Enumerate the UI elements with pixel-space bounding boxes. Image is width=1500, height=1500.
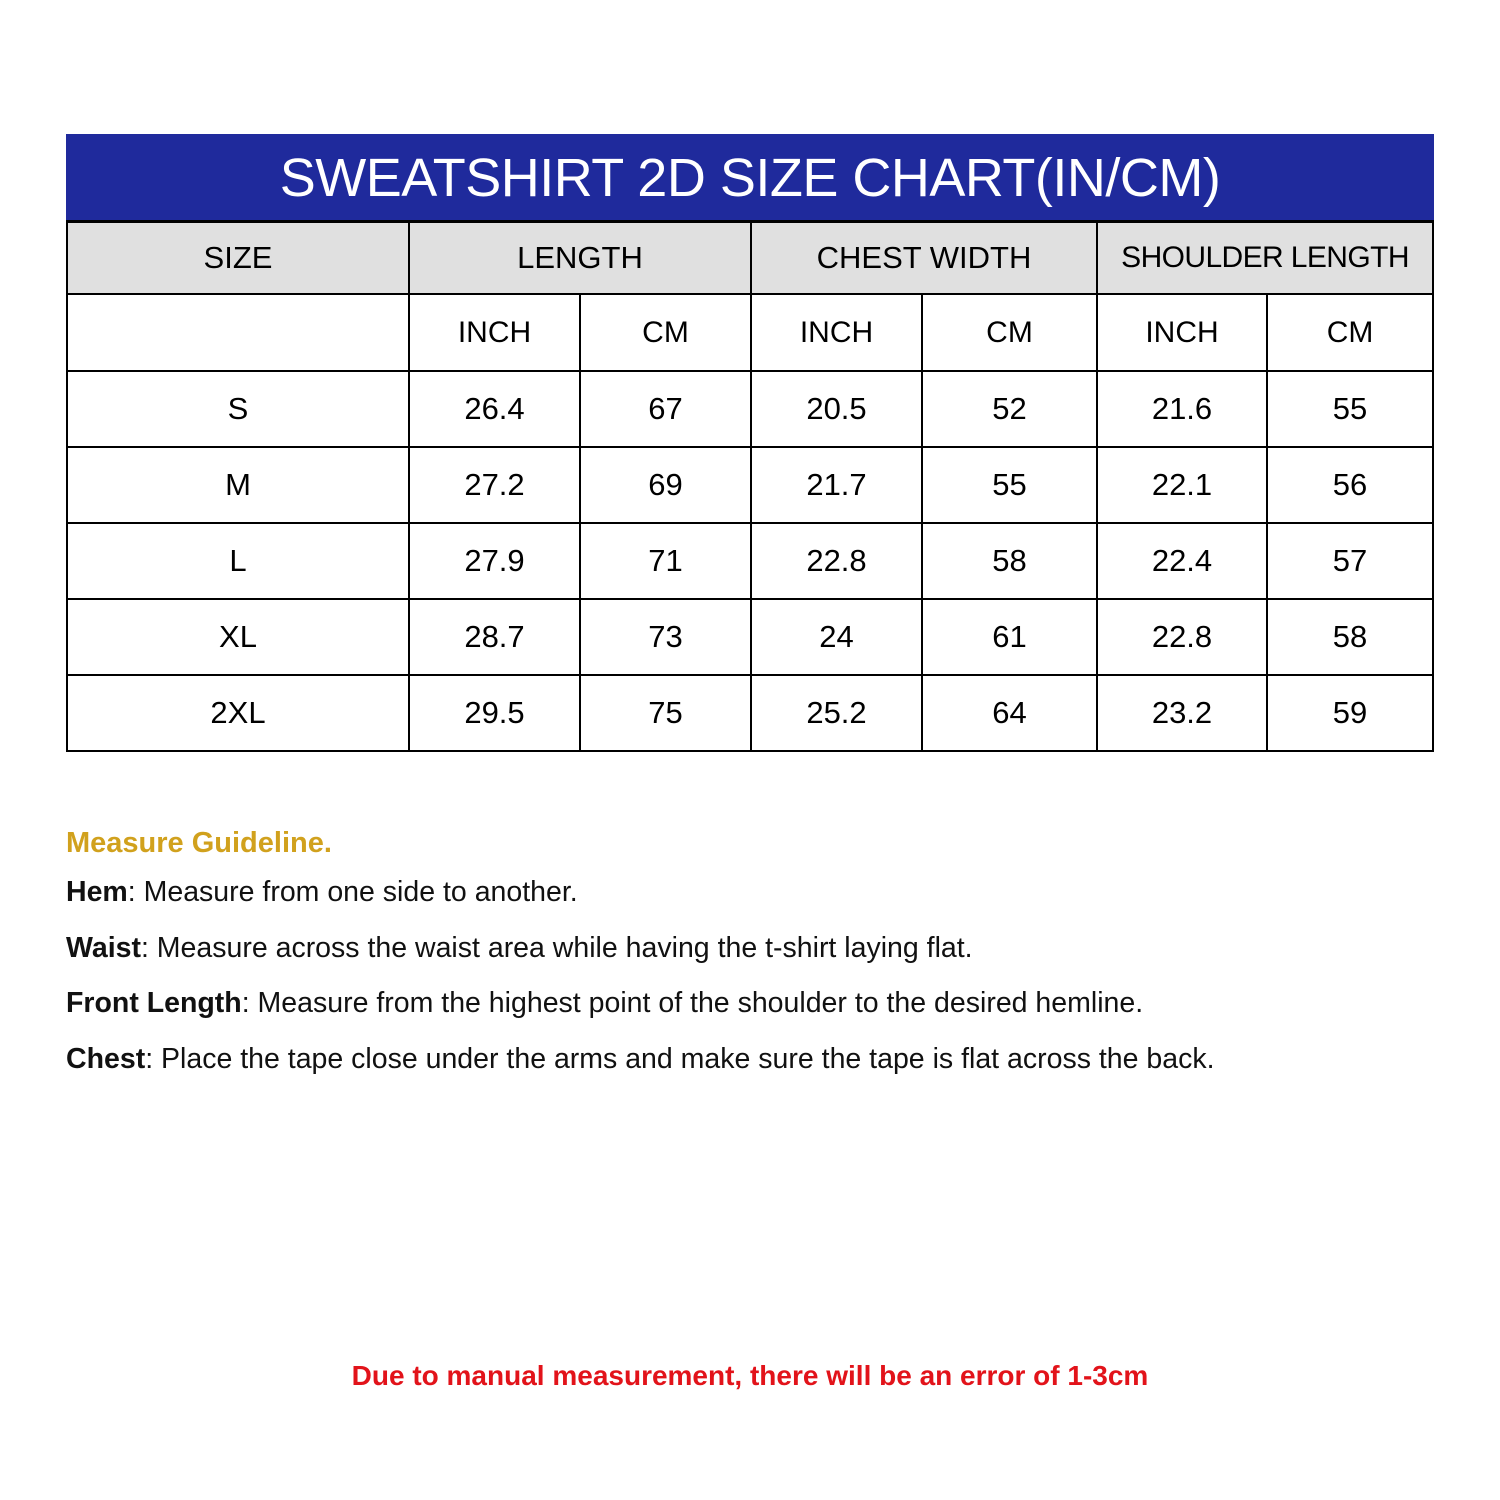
unit-header-chest-cm: CM xyxy=(922,294,1097,371)
size-chart-container xyxy=(66,134,1432,752)
chest-cm: 64 xyxy=(922,675,1097,751)
header-chest-width: CHEST WIDTH xyxy=(751,222,1097,295)
guideline-term-chest: Chest xyxy=(66,1043,146,1076)
shoulder-inch: 22.8 xyxy=(1097,599,1267,675)
guideline-item-chest xyxy=(66,1043,1446,1076)
shoulder-inch: 22.4 xyxy=(1097,523,1267,599)
unit-header-length-inch: INCH xyxy=(409,294,580,371)
table-row xyxy=(67,371,1433,447)
unit-header-length-cm: CM xyxy=(580,294,751,371)
chest-inch: 20.5 xyxy=(751,371,922,447)
header-shoulder-length: SHOULDER LENGTH xyxy=(1097,222,1433,295)
length-cm: 69 xyxy=(580,447,751,523)
table-title-row xyxy=(67,135,1433,222)
chest-inch: 25.2 xyxy=(751,675,922,751)
header-length: LENGTH xyxy=(409,222,751,295)
length-cm: 67 xyxy=(580,371,751,447)
guideline-heading: Measure Guideline. xyxy=(66,827,332,859)
length-inch: 29.5 xyxy=(409,675,580,751)
guideline-text-waist: : Measure across the waist area while having the t-shirt laying flat. xyxy=(140,931,973,964)
length-inch: 26.4 xyxy=(409,371,580,447)
size-label: 2XL xyxy=(67,675,409,751)
chest-cm: 52 xyxy=(922,371,1097,447)
table-row xyxy=(67,599,1433,675)
guideline-term-waist: Waist xyxy=(66,931,141,964)
guideline-text-front-length: : Measure from the highest point of the shoulder to the desired hemline. xyxy=(241,987,1144,1020)
table-row xyxy=(67,523,1433,599)
unit-header-shoulder-inch: INCH xyxy=(1097,294,1267,371)
shoulder-cm: 59 xyxy=(1267,675,1433,751)
chest-cm: 58 xyxy=(922,523,1097,599)
guideline-item-hem xyxy=(66,876,1446,909)
group-header-row xyxy=(67,222,1433,295)
measurement-disclaimer: Due to manual measurement, there will be an error of 1-3cm xyxy=(351,1360,1149,1391)
table-row xyxy=(67,675,1433,751)
table-row xyxy=(67,447,1433,523)
shoulder-inch: 22.1 xyxy=(1097,447,1267,523)
chest-inch: 21.7 xyxy=(751,447,922,523)
measure-guideline-section xyxy=(66,828,1446,1099)
chest-cm: 61 xyxy=(922,599,1097,675)
length-inch: 28.7 xyxy=(409,599,580,675)
length-inch: 27.9 xyxy=(409,523,580,599)
header-size: SIZE xyxy=(67,222,409,295)
size-chart-table xyxy=(66,134,1434,752)
guideline-item-waist xyxy=(66,932,1446,965)
shoulder-cm: 55 xyxy=(1267,371,1433,447)
shoulder-inch: 23.2 xyxy=(1097,675,1267,751)
size-label: M xyxy=(67,447,409,523)
guideline-term-front-length: Front Length xyxy=(66,987,242,1020)
unit-header-shoulder-cm: CM xyxy=(1267,294,1433,371)
chart-title: SWEATSHIRT 2D SIZE CHART(IN/CM) xyxy=(67,135,1433,222)
guideline-text-chest: : Place the tape close under the arms and make sure the tape is flat across the back. xyxy=(145,1043,1215,1076)
chest-inch: 22.8 xyxy=(751,523,922,599)
guideline-term-hem: Hem xyxy=(66,875,128,908)
size-label: L xyxy=(67,523,409,599)
shoulder-cm: 58 xyxy=(1267,599,1433,675)
chest-inch: 24 xyxy=(751,599,922,675)
size-label: S xyxy=(67,371,409,447)
guideline-text-hem: : Measure from one side to another. xyxy=(127,875,578,908)
shoulder-cm: 56 xyxy=(1267,447,1433,523)
chest-cm: 55 xyxy=(922,447,1097,523)
length-inch: 27.2 xyxy=(409,447,580,523)
unit-header-chest-inch: INCH xyxy=(751,294,922,371)
length-cm: 75 xyxy=(580,675,751,751)
length-cm: 71 xyxy=(580,523,751,599)
shoulder-cm: 57 xyxy=(1267,523,1433,599)
length-cm: 73 xyxy=(580,599,751,675)
size-label: XL xyxy=(67,599,409,675)
unit-header-blank xyxy=(67,294,409,371)
unit-header-row xyxy=(67,294,1433,371)
guideline-item-front-length xyxy=(66,987,1446,1020)
shoulder-inch: 21.6 xyxy=(1097,371,1267,447)
